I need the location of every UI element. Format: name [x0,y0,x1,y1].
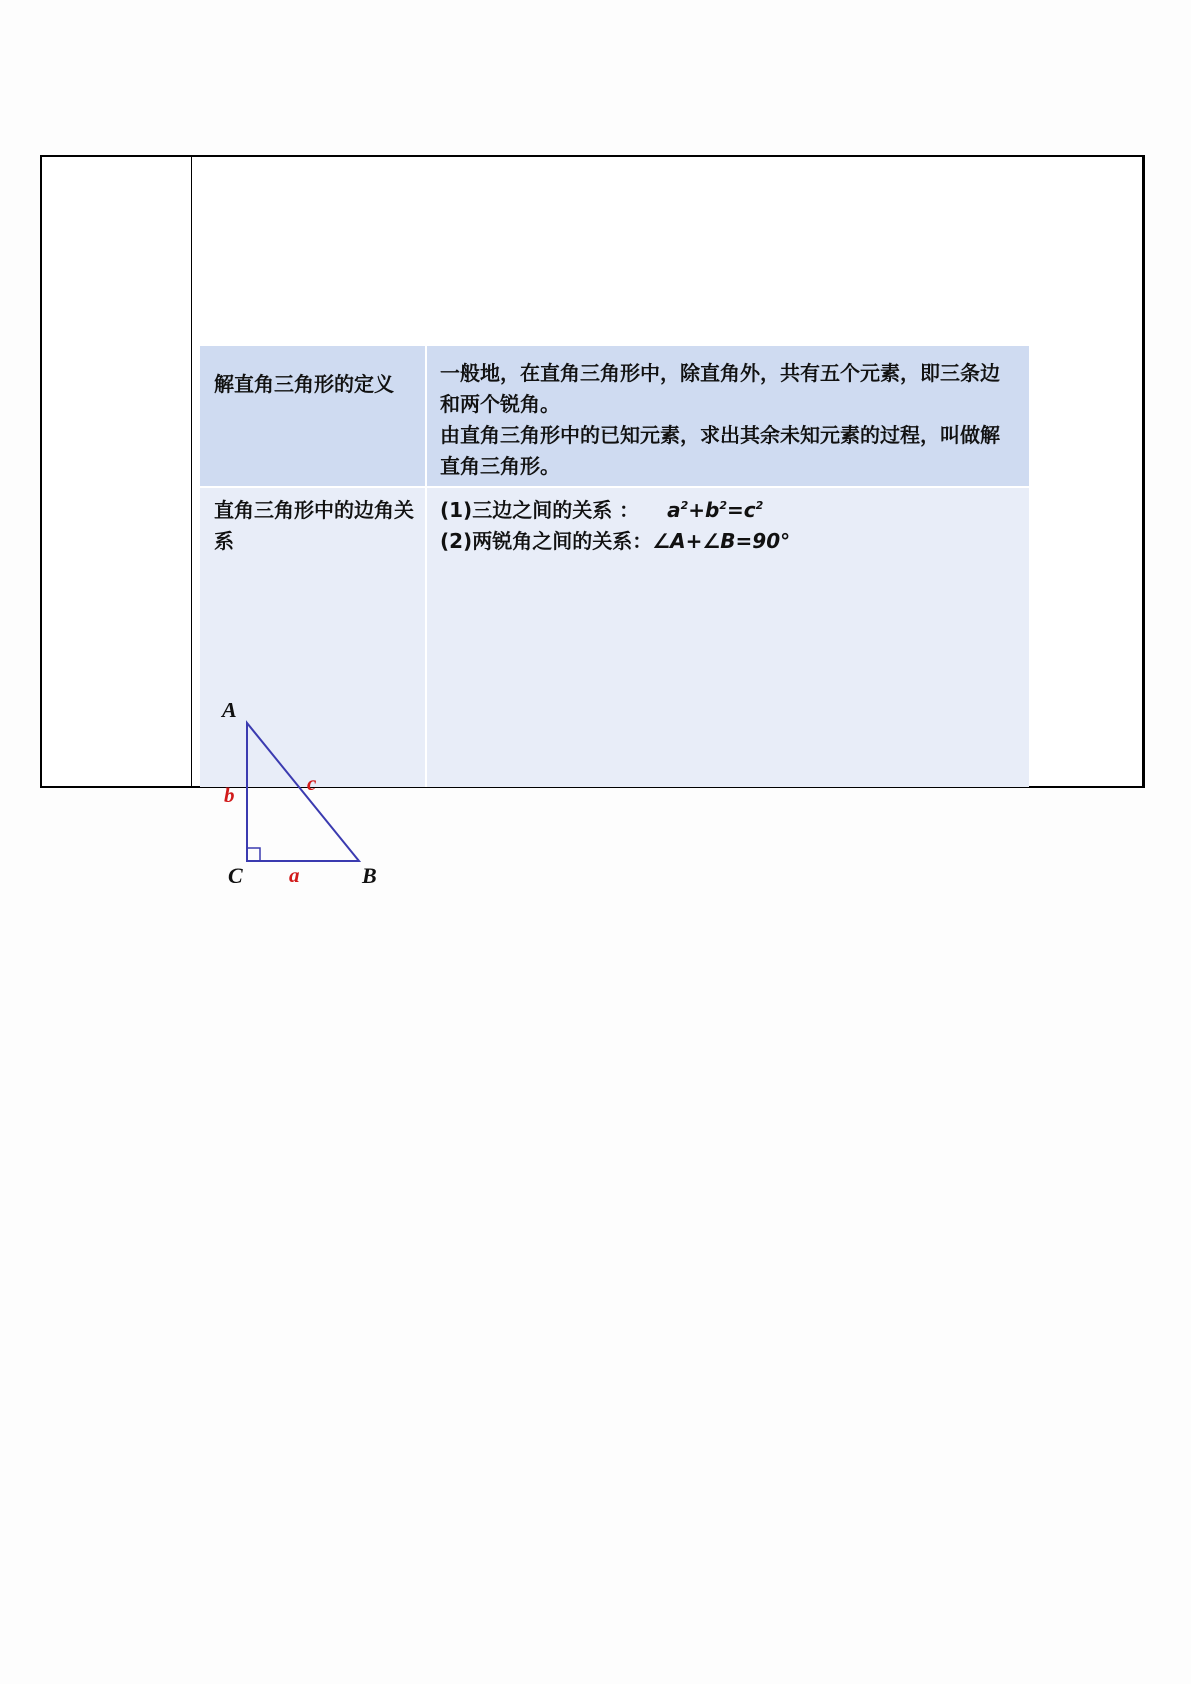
right-triangle-figure [214,703,384,903]
side-a-label: a [289,863,300,887]
formula-c-exp: 2 [755,499,764,512]
vertex-c-label: C [228,863,243,888]
right-angle-marker [247,848,260,861]
definition-content [440,358,1015,482]
formula-a: a [667,498,681,522]
relation-1 [440,495,1015,526]
relations-content [440,495,1015,557]
formula-c: c [743,498,756,522]
outer-left-column [42,157,192,786]
relation-2-text: (2)两锐角之间的关系： [440,529,653,553]
column-divider [425,346,427,787]
vertex-b-label: B [362,863,377,888]
side-c-label: c [307,771,317,795]
relation-1-text: (1)三边之间的关系 ： [440,498,640,522]
definition-label: 解直角三角形的定义 [214,372,394,396]
relations-label: 直角三角形中的边角关系 [214,498,414,553]
formula-a-exp: 2 [680,499,689,512]
right-triangle-summary-table [200,346,1029,888]
side-b-label: b [224,783,235,807]
definition-paragraph-1: 一般地，在直角三角形中，除直角外，共有五个元素，即三条边和两个锐角。 [440,361,1000,416]
relation-1-formula [667,498,763,522]
vertex-a-label: A [222,703,237,722]
row-divider [200,486,1029,488]
formula-eq: = [727,498,744,522]
definition-row [200,346,1029,487]
triangle-shape [247,723,359,861]
definition-paragraph-2: 由直角三角形中的已知元素，求出其余未知元素的过程，叫做解直角三角形。 [440,423,1000,478]
formula-plus: + [688,498,706,522]
relation-2 [440,526,1015,557]
formula-b-exp: 2 [719,499,728,512]
formula-b: b [705,498,720,522]
relation-2-formula: ∠A+∠B=90° [652,529,791,553]
relations-row [200,488,1029,888]
